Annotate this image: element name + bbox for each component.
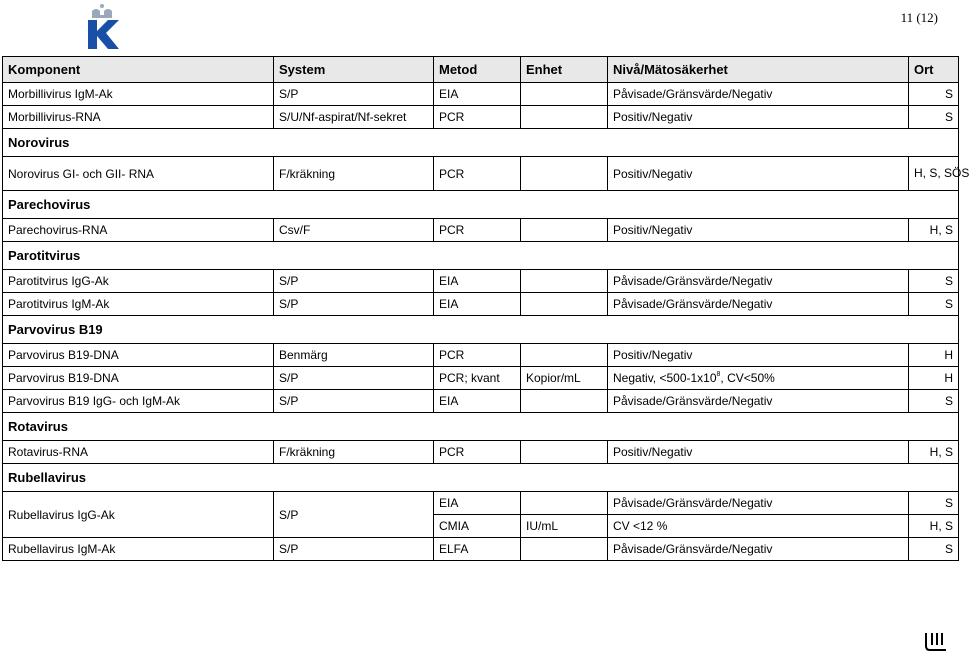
table-row: [3, 344, 959, 367]
cell-komponent: Parvovirus B19-DNA: [3, 367, 274, 390]
cell-niva: Påvisade/Gränsvärde/Negativ: [608, 492, 909, 515]
cell-niva: [608, 367, 909, 390]
table-row: [3, 441, 959, 464]
table-row: [3, 106, 959, 129]
cell-niva: Påvisade/Gränsvärde/Negativ: [608, 538, 909, 561]
column-header-komponent: Komponent: [3, 57, 274, 83]
cell-niva: Påvisade/Gränsvärde/Negativ: [608, 83, 909, 106]
cell-enhet: [521, 441, 608, 464]
niva-text: Negativ, <500-1x10: [613, 371, 717, 385]
cell-system: S/P: [274, 367, 434, 390]
cell-niva: Positiv/Negativ: [608, 441, 909, 464]
cell-ort: H, S: [909, 515, 959, 538]
cell-metod: PCR: [434, 157, 521, 191]
cell-komponent: Parvovirus B19 IgG- och IgM-Ak: [3, 390, 274, 413]
cell-niva: Positiv/Negativ: [608, 344, 909, 367]
cell-system: Csv/F: [274, 219, 434, 242]
cell-enhet: [521, 344, 608, 367]
cell-niva: Påvisade/Gränsvärde/Negativ: [608, 270, 909, 293]
cell-ort: S: [909, 83, 959, 106]
niva-suffix: , CV<50%: [720, 371, 775, 385]
group-title: Parvovirus B19: [3, 316, 959, 344]
cell-enhet: [521, 293, 608, 316]
cell-system: S/P: [274, 390, 434, 413]
cell-system: S/P: [274, 293, 434, 316]
group-header-row: [3, 464, 959, 492]
cell-system: F/kräkning: [274, 441, 434, 464]
results-table: [2, 56, 969, 561]
cell-ort: S: [909, 270, 959, 293]
column-header-enhet: Enhet: [521, 57, 608, 83]
cell-metod: ELFA: [434, 538, 521, 561]
table-row: [3, 83, 959, 106]
cell-enhet: [521, 106, 608, 129]
cell-komponent: Norovirus GI- och GII- RNA: [3, 157, 274, 191]
table-row: [3, 270, 959, 293]
cell-enhet: [521, 270, 608, 293]
table-row: [3, 390, 959, 413]
cell-ort: H, S: [909, 441, 959, 464]
cell-system: S/P: [274, 538, 434, 561]
cell-enhet: [521, 390, 608, 413]
table-row: [3, 157, 959, 191]
cell-ort: S: [909, 492, 959, 515]
cell-komponent: Rubellavirus IgG-Ak: [3, 492, 274, 538]
cell-metod: PCR; kvant: [434, 367, 521, 390]
cell-system: S/P: [274, 492, 434, 538]
table-row: [3, 538, 959, 561]
cell-enhet: [521, 83, 608, 106]
cell-system: S/P: [274, 270, 434, 293]
cell-metod: PCR: [434, 441, 521, 464]
page-number: 11 (12): [900, 10, 938, 25]
group-header-row: [3, 316, 959, 344]
column-header-metod: Metod: [434, 57, 521, 83]
cell-system: Benmärg: [274, 344, 434, 367]
cell-metod: EIA: [434, 270, 521, 293]
group-title: Parotitvirus: [3, 242, 959, 270]
column-header-system: System: [274, 57, 434, 83]
table-header-row: [3, 57, 959, 83]
cell-enhet: [521, 492, 608, 515]
cell-ort: H, S, SÖS: [909, 157, 959, 191]
cell-komponent: Morbillivirus IgM-Ak: [3, 83, 274, 106]
cell-metod: CMIA: [434, 515, 521, 538]
group-header-row: [3, 191, 959, 219]
table-row: [3, 219, 959, 242]
group-header-row: [3, 129, 959, 157]
cell-metod: EIA: [434, 293, 521, 316]
cell-komponent: Parotitvirus IgM-Ak: [3, 293, 274, 316]
group-title: Parechovirus: [3, 191, 959, 219]
cell-niva: Positiv/Negativ: [608, 219, 909, 242]
cell-niva: Påvisade/Gränsvärde/Negativ: [608, 390, 909, 413]
group-title: Norovirus: [3, 129, 959, 157]
karolinska-footer-logo-icon: [923, 632, 949, 652]
cell-enhet: Kopior/mL: [521, 367, 608, 390]
table-row: [3, 492, 959, 515]
cell-metod: EIA: [434, 83, 521, 106]
cell-enhet: IU/mL: [521, 515, 608, 538]
cell-ort: H: [909, 367, 959, 390]
cell-metod: PCR: [434, 344, 521, 367]
cell-komponent: Parechovirus-RNA: [3, 219, 274, 242]
cell-metod: EIA: [434, 390, 521, 413]
karolinska-logo-icon: [82, 3, 122, 51]
table-row: [3, 367, 959, 390]
cell-niva: CV <12 %: [608, 515, 909, 538]
cell-metod: PCR: [434, 219, 521, 242]
cell-system: S/U/Nf-aspirat/Nf-sekret: [274, 106, 434, 129]
table-row: [3, 293, 959, 316]
cell-komponent: Rotavirus-RNA: [3, 441, 274, 464]
cell-ort: S: [909, 538, 959, 561]
cell-niva: Positiv/Negativ: [608, 157, 909, 191]
niva-exponent: 8: [716, 371, 721, 378]
cell-niva: Påvisade/Gränsvärde/Negativ: [608, 293, 909, 316]
cell-niva: Positiv/Negativ: [608, 106, 909, 129]
group-title: Rubellavirus: [3, 464, 959, 492]
group-header-row: [3, 242, 959, 270]
cell-enhet: [521, 219, 608, 242]
cell-ort: S: [909, 390, 959, 413]
column-header-niva: Nivå/Mätosäkerhet: [608, 57, 909, 83]
cell-enhet: [521, 538, 608, 561]
cell-ort: H: [909, 344, 959, 367]
cell-metod: PCR: [434, 106, 521, 129]
cell-komponent: Morbillivirus-RNA: [3, 106, 274, 129]
cell-system: S/P: [274, 83, 434, 106]
cell-metod: EIA: [434, 492, 521, 515]
column-header-ort: Ort: [909, 57, 959, 83]
cell-komponent: Parvovirus B19-DNA: [3, 344, 274, 367]
cell-enhet: [521, 157, 608, 191]
group-header-row: [3, 413, 959, 441]
cell-system: F/kräkning: [274, 157, 434, 191]
cell-ort: S: [909, 106, 959, 129]
cell-komponent: Parotitvirus IgG-Ak: [3, 270, 274, 293]
cell-ort: H, S: [909, 219, 959, 242]
cell-komponent: Rubellavirus IgM-Ak: [3, 538, 274, 561]
cell-ort: S: [909, 293, 959, 316]
group-title: Rotavirus: [3, 413, 959, 441]
